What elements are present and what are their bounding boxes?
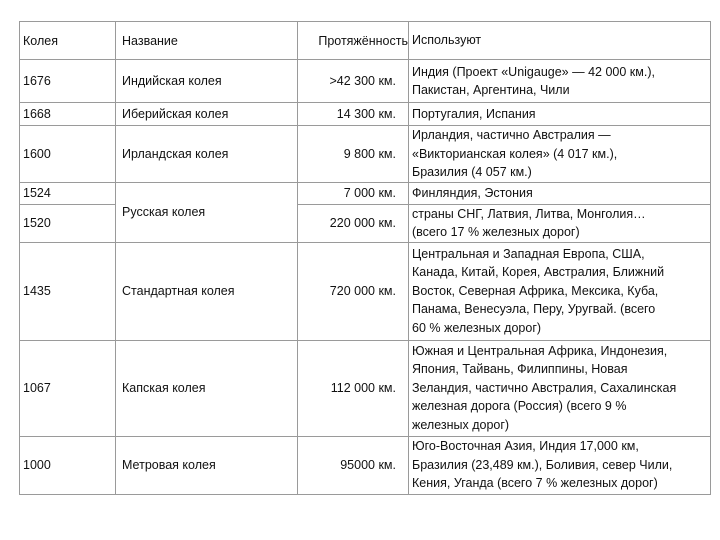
users-line: Бразилия (4 057 км.) — [412, 165, 532, 179]
users-line: Пакистан, Аргентина, Чили — [412, 83, 570, 97]
users-line: Ирландия, частично Австралия — — [412, 128, 611, 142]
users-line: 60 % железных дорог) — [412, 320, 542, 335]
gauge-cell: 1000 — [20, 436, 116, 494]
users-line: Канада, Китай, Корея, Австралия, Ближний — [412, 265, 665, 280]
gauge-cell: 1067 — [20, 340, 116, 436]
table-row — [20, 340, 711, 436]
users-line: (всего 17 % железных дорог) — [412, 225, 580, 239]
users-line: Финляндия, Эстония — [412, 185, 533, 200]
users-line: «Викторианская колея» (4 017 км.), — [412, 146, 618, 161]
name-cell: Капская колея — [116, 340, 298, 436]
name-cell: Иберийская колея — [116, 103, 298, 126]
users-line: Индия (Проект «Unigauge» — 42 000 км.), — [412, 64, 655, 79]
length-cell: 14 300 км. — [298, 103, 409, 126]
name-cell: Метровая колея — [116, 436, 298, 494]
users-line: Кения, Уганда (всего 7 % железных дорог) — [412, 476, 658, 491]
length-cell: 9 800 км. — [298, 126, 409, 183]
gauge-cell: 1668 — [20, 103, 116, 126]
users-cell — [409, 182, 711, 204]
length-cell: 112 000 км. — [298, 340, 409, 436]
gauge-table — [19, 21, 711, 495]
users-line: Бразилия (23,489 км.), Боливия, север Чили, — [412, 457, 673, 472]
length-cell: 220 000 км. — [298, 204, 409, 242]
length-cell: 720 000 км. — [298, 242, 409, 340]
gauge-cell: 1600 — [20, 126, 116, 183]
table-row — [20, 60, 711, 103]
users-line: железная дорога (Россия) (всего 9 % — [412, 399, 627, 414]
users-line: Зеландия, частично Австралия, Сахалинская — [412, 380, 677, 395]
gauge-cell: 1524 — [20, 182, 116, 204]
users-cell — [409, 126, 711, 183]
name-cell: Ирландская колея — [116, 126, 298, 183]
name-cell: Индийская колея — [116, 60, 298, 103]
table-row — [20, 436, 711, 494]
header-gauge: Колея — [20, 22, 116, 60]
users-cell — [409, 60, 711, 103]
users-line: Центральная и Западная Европа, США, — [412, 246, 645, 261]
table-row — [20, 126, 711, 183]
users-line: Португалия, Испания — [412, 106, 536, 121]
users-line: Панама, Венесуэла, Перу, Уругвай. (всего — [412, 302, 656, 317]
users-cell — [409, 204, 711, 242]
header-length: Протяжённость — [298, 22, 409, 60]
users-line: Япония, Тайвань, Филиппины, Новая — [412, 362, 628, 377]
users-line: Южная и Центральная Африка, Индонезия, — [412, 343, 668, 358]
length-cell: 7 000 км. — [298, 182, 409, 204]
header-name: Название — [116, 22, 298, 60]
users-cell — [409, 436, 711, 494]
users-cell — [409, 103, 711, 126]
users-line: страны СНГ, Латвия, Литва, Монголия… — [412, 206, 646, 221]
table-row — [20, 103, 711, 126]
name-cell: Стандартная колея — [116, 242, 298, 340]
length-cell: 95000 км. — [298, 436, 409, 494]
users-cell — [409, 242, 711, 340]
gauge-cell: 1435 — [20, 242, 116, 340]
users-line: Восток, Северная Африка, Мексика, Куба, — [412, 283, 659, 298]
table-header-row — [20, 22, 711, 60]
gauge-cell: 1520 — [20, 204, 116, 242]
length-cell: >42 300 км. — [298, 60, 409, 103]
header-users: Используют — [409, 22, 711, 60]
gauge-cell: 1676 — [20, 60, 116, 103]
users-cell — [409, 340, 711, 436]
users-line: Юго-Восточная Азия, Индия 17,000 км, — [412, 439, 639, 454]
table-row — [20, 242, 711, 340]
name-cell: Русская колея — [116, 182, 298, 242]
table-row — [20, 182, 711, 204]
users-line: железных дорог) — [412, 417, 510, 432]
